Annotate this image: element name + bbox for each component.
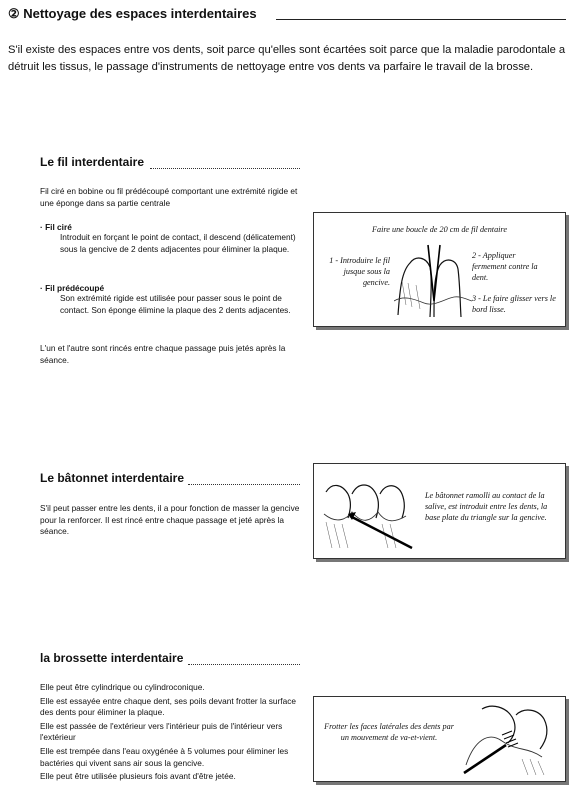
- fil-predecoupe-text: Son extrémité rigide est utilisée pour passer sous le point de contact. Son éponge élimine la plaque des 2 dents adjacentes.: [60, 293, 291, 315]
- section-heading-batonnet: Le bâtonnet interdentaire: [40, 471, 185, 485]
- figure-batonnet-caption: Le bâtonnet ramolli au contact de la salive, est introduit entre les dents, la base plate du triangle sur la gencive.: [425, 491, 548, 522]
- heading-rule: [150, 168, 300, 169]
- page-title: ② Nettoyage des espaces interdentaires: [8, 6, 257, 21]
- list-item: Elle est passée de l'extérieur vers l'intérieur puis de l'intérieur vers l'extérieur: [40, 720, 283, 743]
- figure-batonnet: [313, 463, 566, 559]
- figure-fil: [313, 212, 566, 327]
- fil-cire-label: · Fil ciré: [40, 222, 72, 232]
- section-heading-brossette: la brossette interdentaire: [40, 651, 184, 665]
- fil-description: Fil ciré en bobine ou fil prédécoupé comportant une extrémité rigide et une éponge dans sa partie centrale: [40, 186, 298, 208]
- figure-fil-step1: 1 - Introduire le fil jusque sous la gencive.: [329, 256, 390, 287]
- figure-brossette: [313, 696, 566, 782]
- list-item: Elle est essayée entre chaque dent, ses poils devant frotter la surface des dents pour éliminer la plaque.: [40, 695, 296, 718]
- brossette-list: [40, 682, 302, 783]
- interdental-brush-illustration: [462, 701, 558, 777]
- section-heading-fil: Le fil interdentaire: [40, 155, 145, 169]
- list-item: Elle peut être utilisée plusieurs fois avant d'être jetée.: [40, 771, 236, 782]
- list-item: Elle peut être cylindrique ou cylindroconique.: [40, 682, 205, 692]
- floss-illustration: [394, 241, 472, 321]
- figure-fil-caption: Faire une boucle de 20 cm de fil dentaire: [372, 225, 507, 234]
- heading-rule: [188, 484, 300, 485]
- title-rule: [276, 19, 566, 20]
- fil-note: L'un et l'autre sont rincés entre chaque passage puis jetés après la séance.: [40, 343, 286, 365]
- figure-fil-step2: 2 - Appliquer fermement contre la dent.: [472, 251, 538, 282]
- figure-brossette-caption: Frotter les faces latérales des dents par un mouvement de va-et-vient.: [324, 722, 454, 742]
- fil-cire-text: Introduit en forçant le point de contact, il descend (délicatement) sous la gencive de 2 dents adjacentes pour éliminer la plaque.: [60, 232, 296, 254]
- fil-predecoupe-block: [40, 283, 308, 316]
- stick-illustration: [322, 472, 420, 552]
- heading-rule: [188, 664, 300, 665]
- figure-fil-step3: 3 - Le faire glisser vers le bord lisse.: [472, 294, 556, 314]
- fil-predecoupe-label: · Fil prédécoupé: [40, 283, 105, 293]
- batonnet-text: S'il peut passer entre les dents, il a pour fonction de masser la gencive pour la renforcer. Il est rincé entre chaque passage et jeté après la séance.: [40, 503, 300, 537]
- list-item: Elle est trempée dans l'eau oxygénée à 5 volumes pour éliminer les bactéries qui vivent sans air sous la gencive.: [40, 745, 289, 768]
- fil-cire-block: [40, 222, 308, 255]
- intro-paragraph: S'il existe des espaces entre vos dents, soit parce qu'elles sont écartées soit parce que la maladie parodontale a détruit les tissus, le passage d'instruments de nettoyage entre vos dents va parfaire le travail de la brosse.: [8, 44, 566, 73]
